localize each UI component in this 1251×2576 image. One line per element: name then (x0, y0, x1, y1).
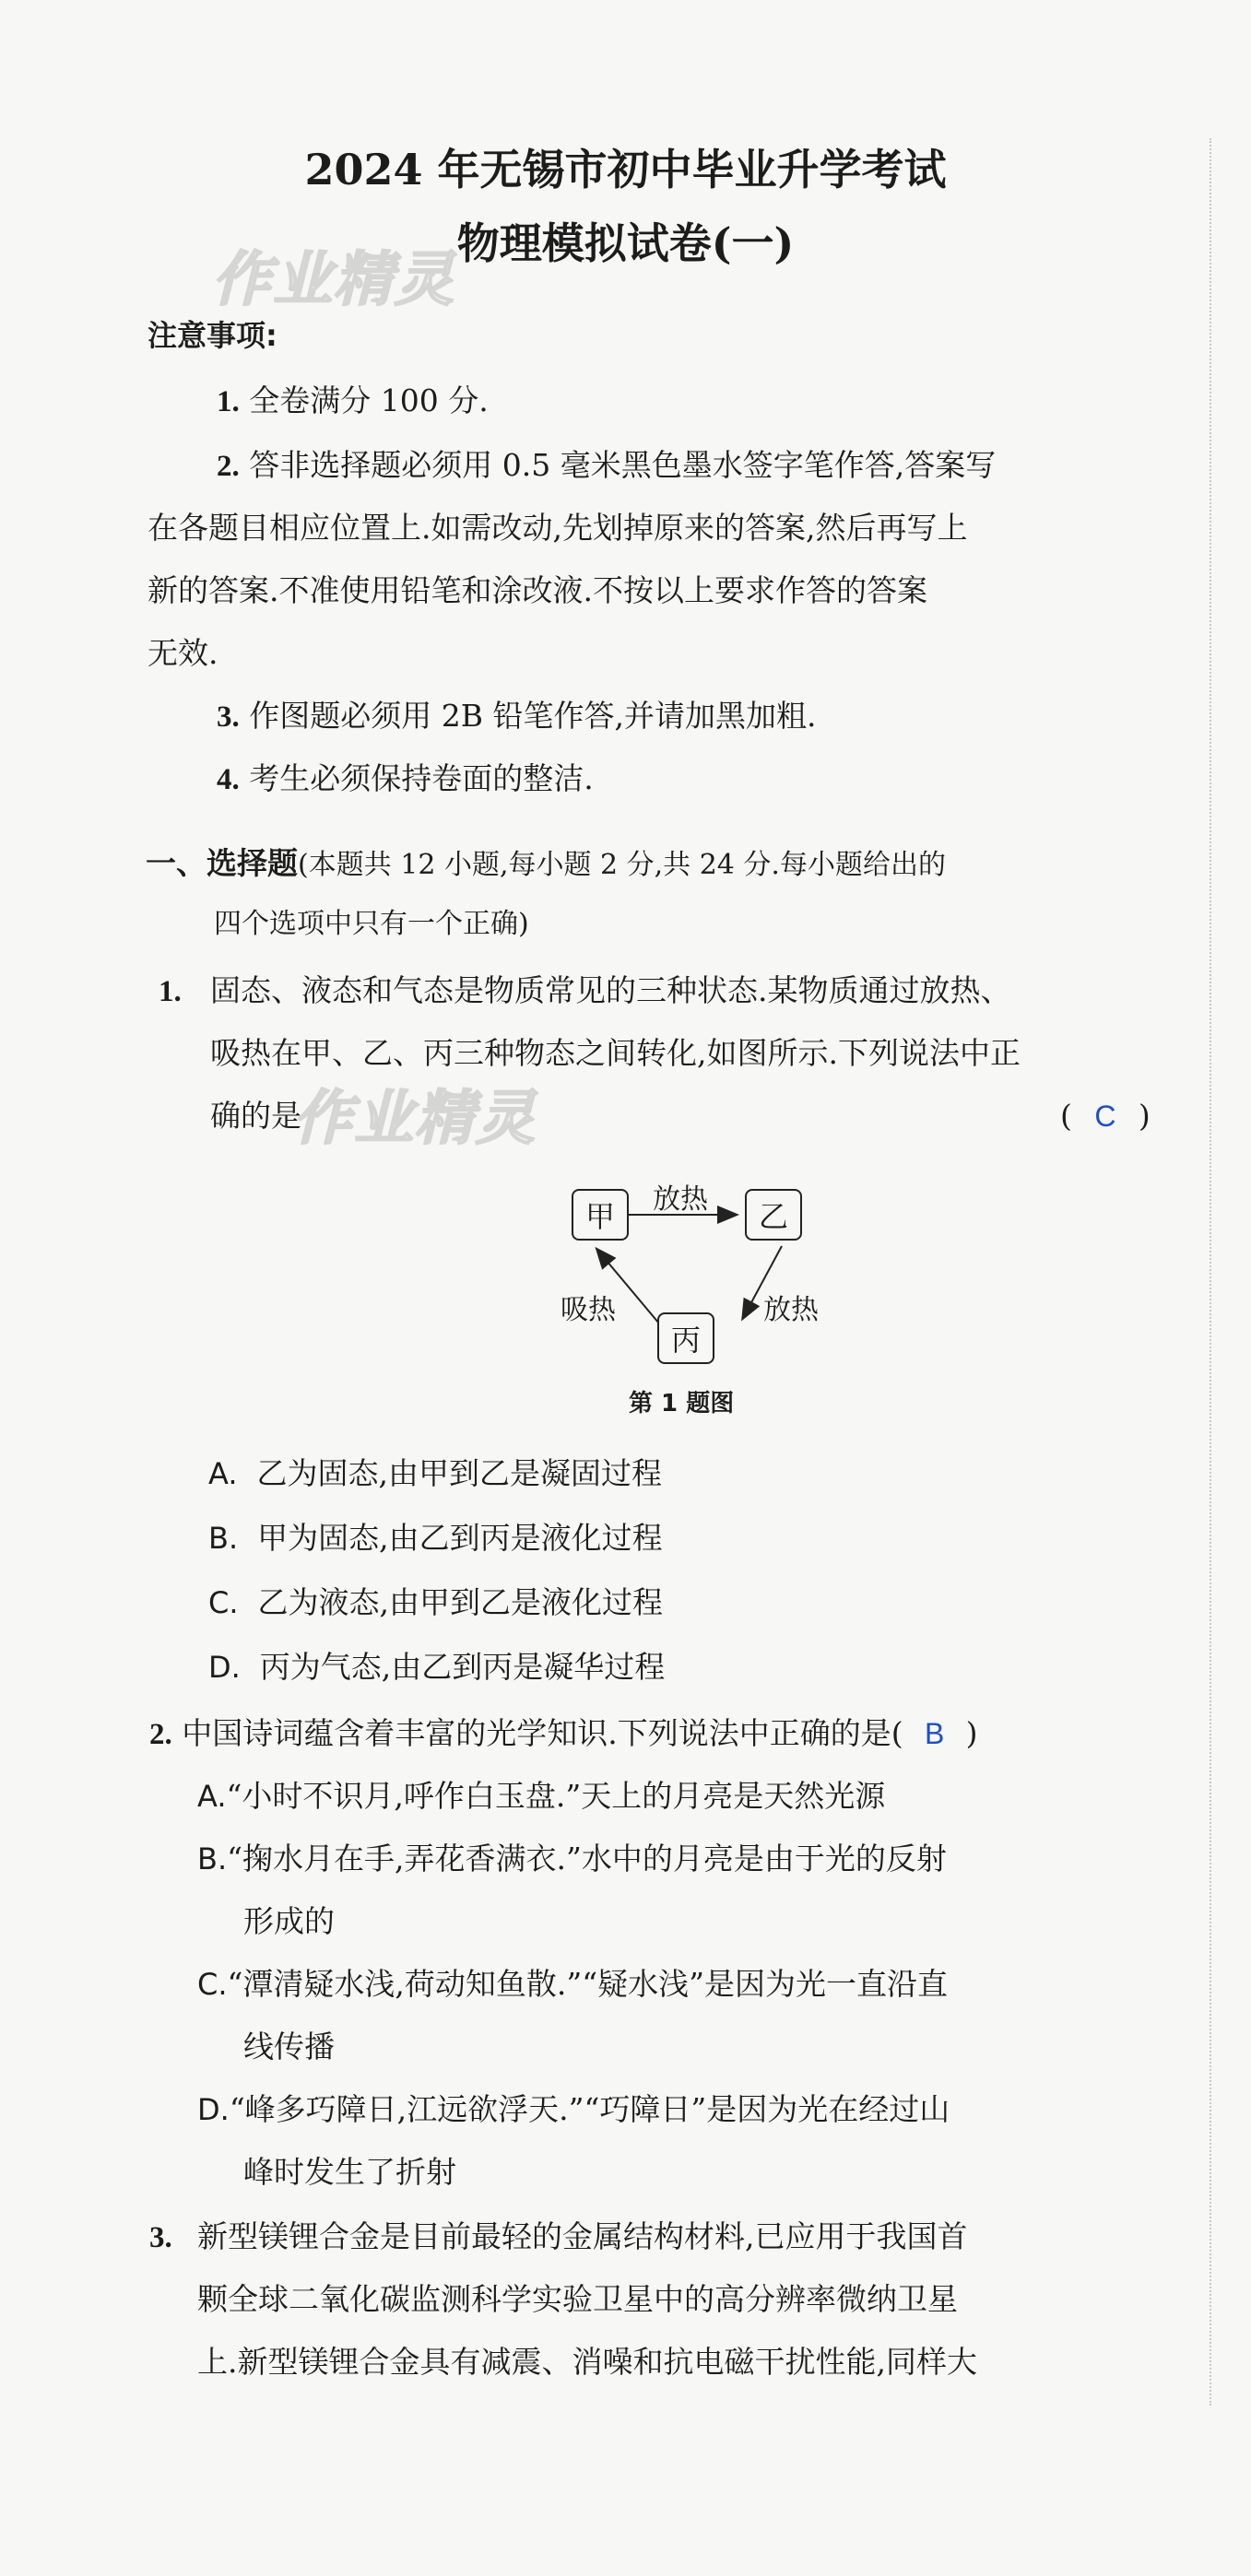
option-c: C.“潭清疑水浅,荷动知鱼散.”“疑水浅”是因为光一直沿直 (197, 1966, 948, 2002)
option-a: A.“小时不识月,呼作白玉盘.”天上的月亮是天然光源 (197, 1778, 886, 1814)
exam-subtitle: 物理模拟试卷(一) (456, 218, 795, 268)
question-1-line: 确的是 (210, 1098, 301, 1134)
question-2: 2. 中国诗词蕴含着丰富的光学知识.下列说法中正确的是( B ) (149, 1715, 978, 1751)
notes-heading: 注意事项: (148, 318, 277, 353)
section-heading: 一、选择题(本题共 12 小题,每小题 2 分,共 24 分.每小题给出的 (146, 845, 946, 881)
question-3-line: 颗全球二氧化碳监测科学实验卫星中的高分辨率微纳卫星 (197, 2281, 958, 2317)
question-1-line: 固态、液态和气态是物质常见的三种状态.某物质通过放热、 (210, 972, 1011, 1008)
option-c: C. 乙为液态,由甲到乙是液化过程 (208, 1584, 663, 1620)
question-1: 1. (159, 975, 182, 1008)
figure-caption: 第 1 题图 (629, 1390, 735, 1417)
option-d: D. 丙为气态,由乙到丙是凝华过程 (208, 1649, 666, 1685)
question-1-line: 吸热在甲、乙、丙三种物态之间转化,如图所示.下列说法中正 (210, 1035, 1021, 1071)
margin-dotted-line (1210, 138, 1211, 2405)
node-yi: 乙 (745, 1189, 802, 1241)
option-a: A. 乙为固态,由甲到乙是凝固过程 (208, 1455, 662, 1491)
note-item-3: 3. 作图题必须用 2B 铅笔作答,并请加黑加粗. (217, 698, 817, 734)
option-d: D.“峰多巧障日,江远欲浮天.”“巧障日”是因为光在经过山 (197, 2091, 950, 2127)
watermark: 作业精灵 (212, 246, 455, 314)
option-b: B.“掬水月在手,弄花香满衣.”水中的月亮是由于光的反射 (197, 1841, 947, 1876)
option-b-line: 形成的 (243, 1903, 335, 1939)
label-absorb-heat: 吸热 (561, 1294, 616, 1326)
option-d-line: 峰时发生了折射 (243, 2154, 456, 2190)
note-item-2-line: 在各题目相应位置上.如需改动,先划掉原来的答案,然后再写上 (148, 510, 968, 546)
note-item-2-line: 无效. (148, 635, 218, 671)
node-jia: 甲 (572, 1189, 629, 1241)
node-bing: 丙 (657, 1312, 714, 1364)
note-item-4: 4. 考生必须保持卷面的整洁. (217, 760, 594, 796)
section-desc: 四个选项中只有一个正确) (214, 908, 529, 940)
label-release-heat: 放热 (763, 1294, 819, 1326)
option-b: B. 甲为固态,由乙到丙是液化过程 (208, 1520, 663, 1556)
note-item-1: 1. 全卷满分 100 分. (217, 382, 489, 418)
note-item-2-line: 新的答案.不准使用铅笔和涂改液.不按以上要求作答的答案 (148, 572, 927, 608)
question-3-line: 上.新型镁锂合金具有减震、消噪和抗电磁干扰性能,同样大 (197, 2344, 977, 2380)
option-c-line: 线传播 (243, 2029, 335, 2064)
question-3: 3. (149, 2221, 172, 2254)
watermark: 作业精灵 (293, 1085, 537, 1153)
exam-title: 2024 年无锡市初中毕业升学考试 (304, 145, 947, 194)
label-release-heat: 放热 (653, 1183, 708, 1216)
question-3-line: 新型镁锂合金是目前最轻的金属结构材料,已应用于我国首 (197, 2218, 968, 2254)
answer-blank-1: ( C ) (1060, 1098, 1151, 1134)
note-item-2: 2. 答非选择题必须用 0.5 毫米黑色墨水签字笔作答,答案写 (217, 447, 997, 483)
